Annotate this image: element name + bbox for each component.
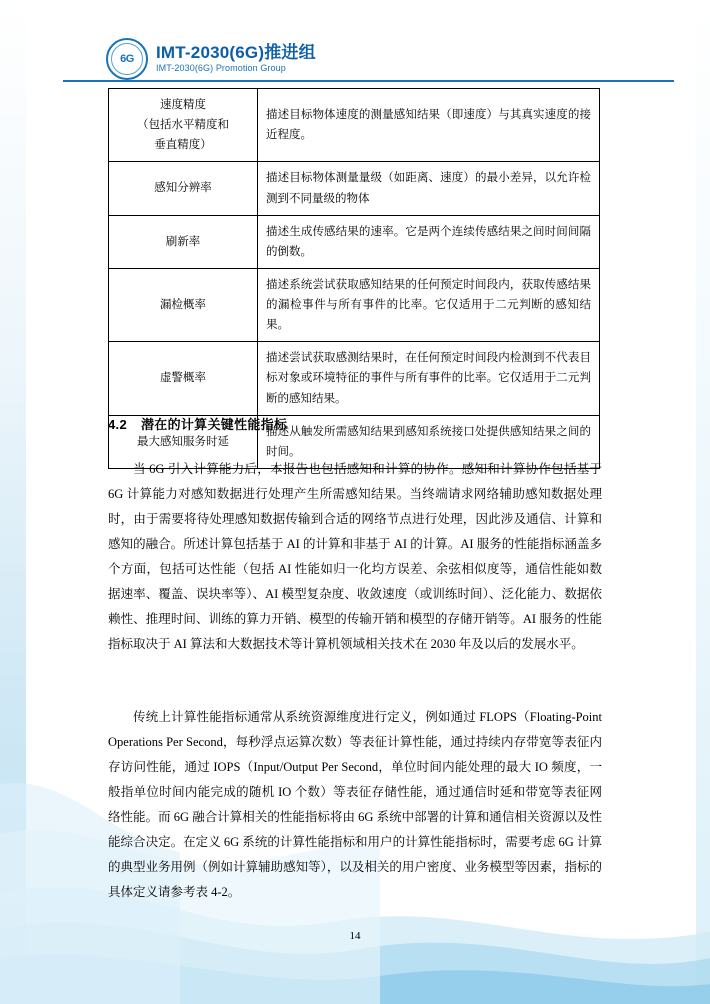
table-cell-description: 描述目标物体测量量级（如距离、速度）的最小差异，以允许检测到不同量级的物体: [258, 162, 600, 215]
header-title-en: IMT-2030(6G) Promotion Group: [156, 62, 286, 73]
header-divider: [63, 80, 674, 82]
term-line: 垂直精度）: [154, 139, 212, 152]
section-title: 潜在的计算关键性能指标: [140, 417, 288, 432]
table-cell-term: 感知分辨率: [109, 162, 258, 215]
imt-2030-logo-icon: [106, 38, 148, 80]
body-paragraph-1: 当 6G 引入计算能力后，本报告也包括感知和计算的协作。感知和计算协作包括基于 6G 计算能力对感知数据进行处理产生所需感知结果。当终端请求网络辅助感知数据处理时，由于需要将待处理感知数据传输到合适的网络节点进行处理，因此涉及通信、计算和感知的融合。所述计算包括基于 AI 的计算和非基于 AI 的计算。AI 服务的性能指标涵盖多个方面，包括可达性能（包括 AI 性能如归一化均方误差、余弦相似度等，通信性能如数据速率、覆盖、误块率等）、AI 模型复杂度、收敛速度（或训练时间）、泛化能力、数据依赖性、推理时间、训练的算力开销、模型的传输开销和模型的存储开销等。AI 服务的性能指标取决于 AI 算法和大数据技术等计算机领域相关技术在 2030 年及以后的发展水平。: [108, 461, 602, 651]
table-cell-description: 描述从触发所需感知结果到感知系统接口处提供感知结果之间的时间。: [258, 415, 600, 468]
section-heading: [108, 414, 287, 433]
term-line: 速度精度: [160, 99, 206, 111]
table-cell-term: 虚警概率: [109, 342, 258, 415]
header-brand: [106, 38, 316, 80]
table-body: [109, 89, 600, 469]
table-cell-term: 刷新率: [109, 215, 258, 268]
table-row: [109, 268, 600, 341]
table-cell-description: 描述生成传感结果的速率。它是两个连续传感结果之间时间间隔的倒数。: [258, 215, 600, 268]
page-number: 14: [349, 930, 361, 942]
table-cell-term: 最大感知服务时延: [109, 415, 258, 468]
header-title-block: [156, 44, 316, 74]
table-cell-description: 描述系统尝试获取感知结果的任何预定时间段内，获取传感结果的漏检事件与所有事件的比率。它仅适用于二元判断的感知结果。: [258, 268, 600, 341]
table-row: [109, 162, 600, 215]
table-cell-term: 漏检概率: [109, 268, 258, 341]
table-cell-description: 描述尝试获取感测结果时，在任何预定时间段内检测到不代表目标对象或环境特征的事件与所有事件的比率。它仅适用于二元判断的感知结果。: [258, 342, 600, 415]
table-row: [109, 89, 600, 162]
term-line: （包括水平精度和: [137, 119, 229, 132]
table-cell-term: [109, 89, 258, 162]
table-row: [109, 215, 600, 268]
header-title-cn: IMT-2030(6G)推进组: [156, 43, 316, 63]
table-row: [109, 342, 600, 415]
table-cell-description: 描述目标物体速度的测量感知结果（即速度）与其真实速度的接近程度。: [258, 89, 600, 162]
body-paragraph-2: 传统上计算性能指标通常从系统资源维度进行定义，例如通过 FLOPS（Floating-Point Operations Per Second，每秒浮点运算次数）等表征计算性能，通过持续内存带宽等表征内存访问性能，通过 IOPS（Input/Output Per Second，单位时间内能处理的最大 IO 频度，一般指单位时间内能完成的随机 IO 个数）等表征存储性能，通过通信时延和带宽等表征网络性能。而 6G 融合计算相关的性能指标将由 6G 系统中部署的计算和通信相关资源以及性能综合决定。在定义 6G 系统的计算性能指标和用户的计算性能指标时，需要考虑 6G 计算的典型业务用例（例如计算辅助感知等），以及相关的用户密度、业务模型等因素，指标的具体定义请参考表 4-2。: [108, 709, 602, 899]
logo-label: 6G: [120, 53, 134, 65]
page-header: [0, 0, 710, 86]
kpi-definition-table: [108, 88, 600, 469]
section-number: 4.2: [108, 417, 127, 432]
